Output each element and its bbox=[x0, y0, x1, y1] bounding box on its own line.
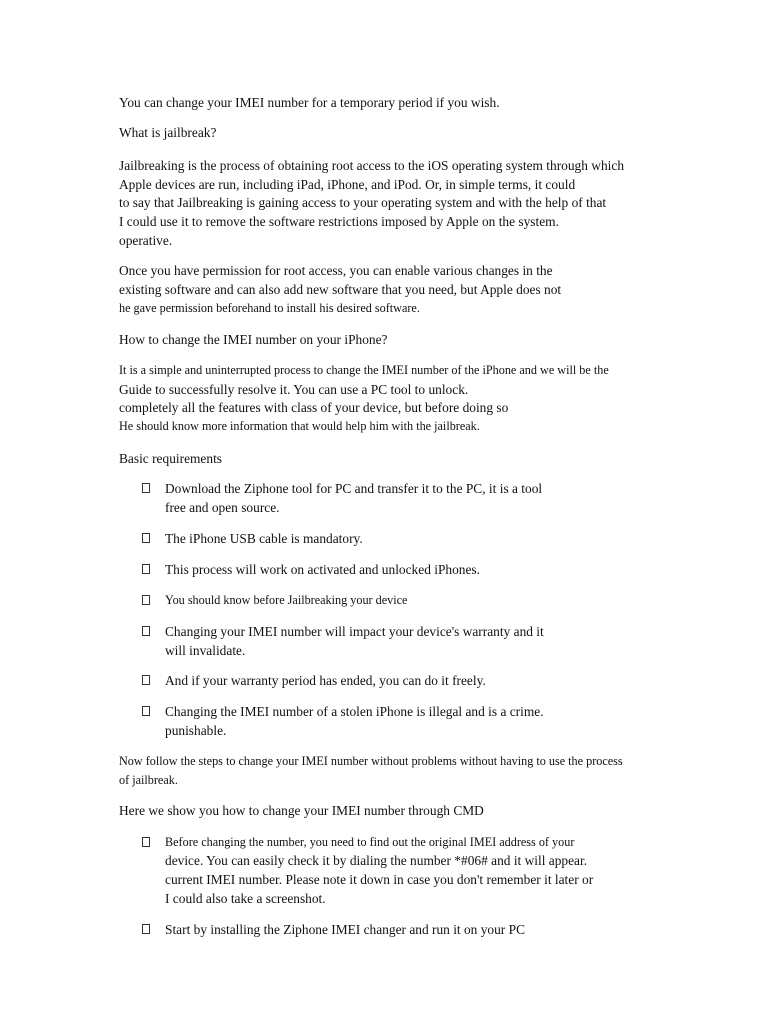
list-item: Download the Ziphone tool for PC and transfer it to the PC, it is a tool bbox=[165, 481, 543, 496]
paragraph-line: operative. bbox=[119, 233, 173, 248]
list-item: The iPhone USB cable is mandatory. bbox=[165, 531, 363, 546]
list-item-continuation: device. You can easily check it by dialing the number *#06# and it will appear. bbox=[165, 853, 588, 868]
paragraph-line: to say that Jailbreaking is gaining access to your operating system and with the help of that bbox=[119, 195, 607, 210]
bullet-icon bbox=[142, 837, 150, 847]
paragraph-line: It is a simple and uninterrupted process to change the IMEI number of the iPhone and we will be the bbox=[119, 363, 609, 377]
list-item: Changing the IMEI number of a stolen iPhone is illegal and is a crime. bbox=[165, 704, 544, 719]
paragraph-line: Guide to successfully resolve it. You can use a PC tool to unlock. bbox=[119, 382, 469, 397]
paragraph-line: of jailbreak. bbox=[119, 773, 178, 787]
paragraph-line: Once you have permission for root access, you can enable various changes in the bbox=[119, 263, 553, 278]
list-item-continuation: I could also take a screenshot. bbox=[165, 891, 326, 906]
bullet-icon bbox=[142, 924, 150, 934]
list-item: And if your warranty period has ended, you can do it freely. bbox=[165, 673, 486, 688]
bullet-icon bbox=[142, 595, 150, 605]
bullet-icon bbox=[142, 564, 150, 574]
paragraph-line: existing software and can also add new software that you need, but Apple does not bbox=[119, 282, 562, 297]
list-item: Before changing the number, you need to find out the original IMEI address of your bbox=[165, 835, 575, 849]
heading-basic-requirements: Basic requirements bbox=[119, 451, 222, 466]
bullet-icon bbox=[142, 483, 150, 493]
bullet-icon bbox=[142, 533, 150, 543]
list-item-continuation: current IMEI number. Please note it down in case you don't remember it later or bbox=[165, 872, 594, 887]
bullet-icon bbox=[142, 706, 150, 716]
paragraph-line: completely all the features with class of your device, but before doing so bbox=[119, 400, 509, 415]
list-item: This process will work on activated and unlocked iPhones. bbox=[165, 562, 480, 577]
heading-how-to-change: How to change the IMEI number on your iPhone? bbox=[119, 332, 388, 347]
list-item-continuation: punishable. bbox=[165, 723, 227, 738]
list-item: Start by installing the Ziphone IMEI changer and run it on your PC bbox=[165, 922, 525, 937]
list-item-continuation: will invalidate. bbox=[165, 643, 246, 658]
heading-what-is-jailbreak: What is jailbreak? bbox=[119, 125, 217, 140]
bullet-icon bbox=[142, 675, 150, 685]
paragraph-line: he gave permission beforehand to install his desired software. bbox=[119, 301, 420, 315]
list-item-continuation: free and open source. bbox=[165, 500, 280, 515]
paragraph-line: Now follow the steps to change your IMEI number without problems without having to use the process bbox=[119, 754, 623, 768]
bullet-icon bbox=[142, 626, 150, 636]
heading-change-through-cmd: Here we show you how to change your IMEI number through CMD bbox=[119, 803, 484, 818]
intro-text: You can change your IMEI number for a temporary period if you wish. bbox=[119, 95, 500, 110]
paragraph-line: He should know more information that would help him with the jailbreak. bbox=[119, 419, 480, 433]
paragraph-line: Jailbreaking is the process of obtaining root access to the iOS operating system through which bbox=[119, 158, 625, 173]
list-item: You should know before Jailbreaking your device bbox=[165, 593, 408, 607]
list-item: Changing your IMEI number will impact your device's warranty and it bbox=[165, 624, 544, 639]
paragraph-line: I could use it to remove the software restrictions imposed by Apple on the system. bbox=[119, 214, 559, 229]
paragraph-line: Apple devices are run, including iPad, iPhone, and iPod. Or, in simple terms, it could bbox=[119, 177, 576, 192]
